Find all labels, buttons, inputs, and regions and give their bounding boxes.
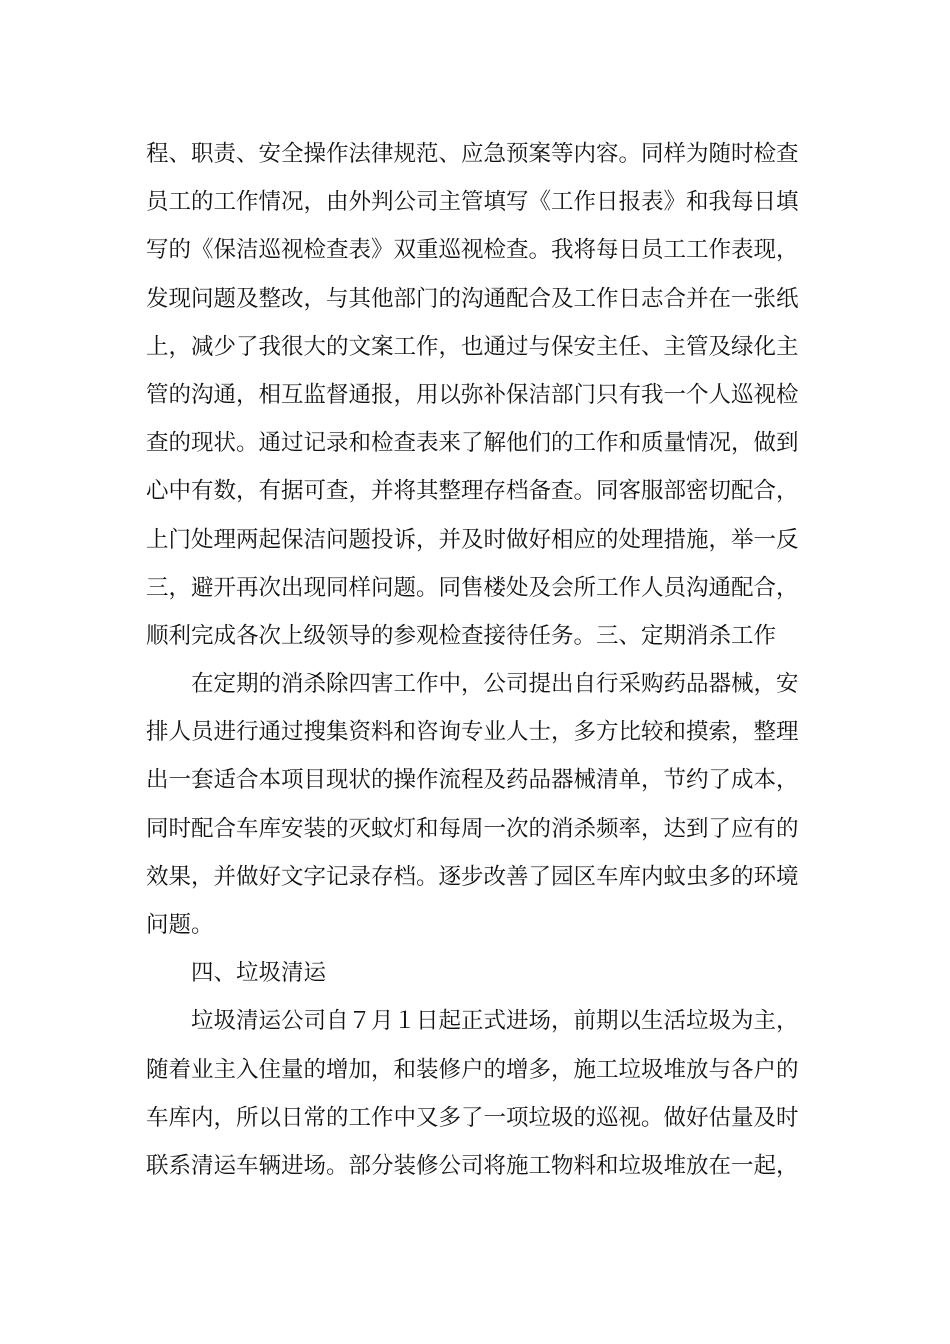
text-line: 三，避开再次出现同样问题。同售楼处及会所工作人员沟通配合， — [146, 574, 799, 601]
text-line: 效果，并做好文字记录存档。逐步改善了园区车库内蚊虫多的环境 — [146, 863, 799, 890]
text-line: 发现问题及整改，与其他部门的沟通配合及工作日志合并在一张纸 — [146, 285, 799, 312]
paragraph-first-line: 垃圾清运公司自７月１日起正式进场，前期以生活垃圾为主， — [191, 1008, 799, 1035]
text-line: 排人员进行通过搜集资料和咨询专业人士，多方比较和摸索，整理 — [146, 719, 799, 746]
text-line: 联系清运车辆进场。部分装修公司将施工物料和垃圾堆放在一起， — [146, 1152, 799, 1179]
section-heading: 四、垃圾清运 — [191, 960, 327, 987]
text-line: 员工的工作情况，由外判公司主管填写《工作日报表》和我每日填 — [146, 189, 799, 216]
text-line: 写的《保洁巡视检查表》双重巡视检查。我将每日员工工作表现， — [146, 237, 799, 264]
text-line: 随着业主入住量的增加，和装修户的增多，施工垃圾堆放与各户的 — [146, 1056, 799, 1083]
text-line: 查的现状。通过记录和检查表来了解他们的工作和质量情况，做到 — [146, 430, 799, 457]
text-line: 顺利完成各次上级领导的参观检查接待任务。三、定期消杀工作 — [146, 622, 777, 649]
text-line: 车库内，所以日常的工作中又多了一项垃圾的巡视。做好估量及时 — [146, 1104, 799, 1131]
text-line: 心中有数，有据可查，并将其整理存档备查。同客服部密切配合， — [146, 478, 799, 505]
document-body — [146, 130, 816, 1190]
text-line: 管的沟通，相互监督通报，用以弥补保洁部门只有我一个人巡视检 — [146, 381, 799, 408]
text-line: 问题。 — [146, 912, 214, 938]
text-line: 上门处理两起保洁问题投诉，并及时做好相应的处理措施，举一反 — [146, 526, 799, 553]
paragraph-first-line: 在定期的消杀除四害工作中，公司提出自行采购药品器械，安 — [191, 671, 799, 698]
text-line: 程、职责、安全操作法律规范、应急预案等内容。同样为随时检查 — [146, 141, 799, 167]
text-line: 上，减少了我很大的文案工作，也通过与保安主任、主管及绿化主 — [146, 333, 799, 360]
text-line: 出一套适合本项目现状的操作流程及药品器械清单，节约了成本， — [146, 767, 799, 794]
text-line: 同时配合车库安装的灭蚊灯和每周一次的消杀频率，达到了应有的 — [146, 815, 799, 842]
